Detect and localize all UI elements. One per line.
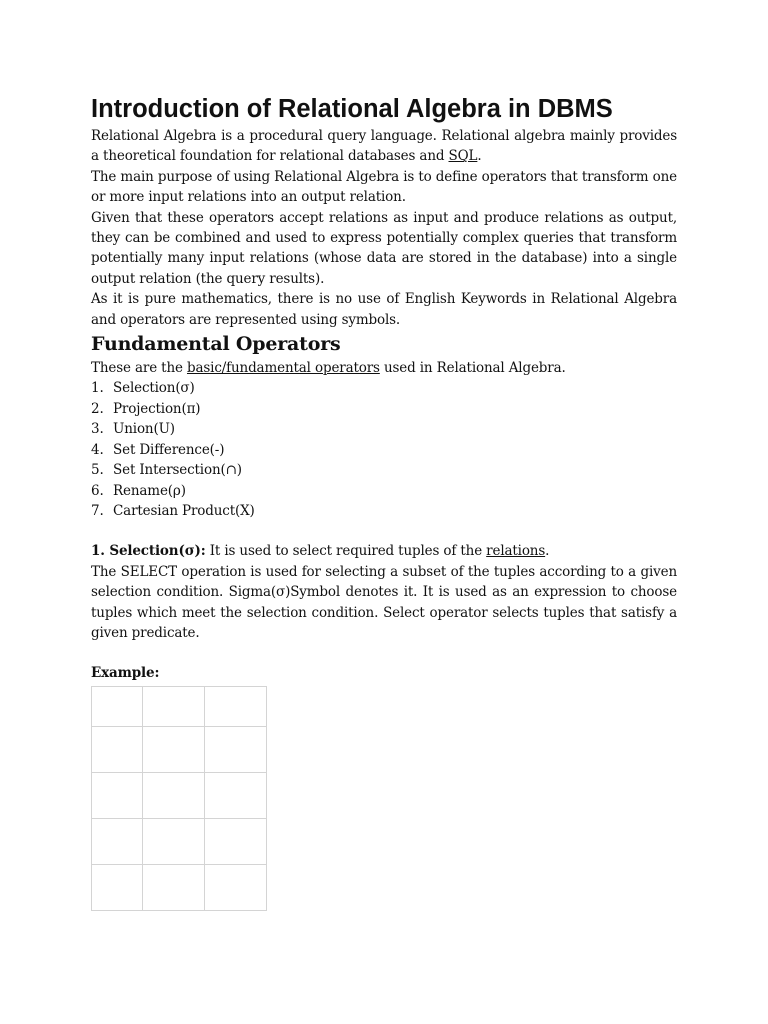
list-label: Union(U) (113, 421, 175, 438)
list-item (91, 481, 677, 501)
list-number: 6. (91, 482, 104, 499)
list-label: Rename(ρ) (113, 482, 186, 499)
table-row (92, 726, 267, 772)
example-table (91, 686, 267, 911)
table-row (92, 772, 267, 818)
table-cell (143, 818, 205, 864)
table-cell (205, 864, 267, 910)
table-row (92, 818, 267, 864)
list-item (91, 378, 677, 398)
selection-desc-end: . (545, 543, 550, 560)
intro-text-end: . (477, 148, 482, 165)
relations-link[interactable]: relations (486, 543, 546, 560)
list-item (91, 440, 677, 460)
example-label-text: Example: (91, 665, 160, 682)
fundamental-lead-text: These are the (91, 360, 187, 377)
intro-paragraph-4: As it is pure mathematics, there is no use of English Keywords in Relational Algebra and operators are represented using symbols. (91, 291, 677, 328)
selection-intro (91, 541, 677, 561)
example-label (91, 663, 677, 683)
table-cell (205, 686, 267, 726)
list-number: 4. (91, 441, 104, 458)
table-cell (143, 772, 205, 818)
table-cell (205, 772, 267, 818)
list-item (91, 419, 677, 439)
list-label: Set Intersection(∩) (113, 462, 242, 479)
table-cell (92, 818, 143, 864)
table-cell (143, 726, 205, 772)
list-item (91, 501, 677, 521)
list-number: 3. (91, 421, 104, 438)
selection-body: The SELECT operation is used for selecting a subset of the tuples according to a given selection condition. Sigma(σ)Symbol denotes it. It is used as an expression to choose tuples which meet the selection condition. Select operator selects tuples that satisfy a given predicate. (91, 563, 677, 641)
spacer (91, 643, 677, 663)
list-item (91, 460, 677, 480)
intro-paragraph-3: Given that these operators accept relations as input and produce relations as output, they can be combined and used to express potentially complex queries that transform potentially many input relations (whose data are stored in the database) into a single output relation (the query results). (91, 209, 677, 287)
selection-heading: 1. Selection(σ): (91, 543, 206, 560)
list-number: 2. (91, 400, 104, 417)
list-label: Cartesian Product(X) (113, 502, 255, 519)
list-label: Projection(π) (113, 400, 201, 417)
table-cell (92, 726, 143, 772)
table-cell (205, 818, 267, 864)
list-number: 1. (91, 380, 104, 397)
selection-desc: It is used to select required tuples of the (205, 543, 487, 560)
intro-text: Relational Algebra is a procedural query language. Relational algebra mainly provides a theoretical foundation for relational databases and (91, 128, 677, 165)
spacer (91, 521, 677, 541)
list-number: 5. (91, 462, 104, 479)
list-label: Set Difference(-) (113, 441, 225, 458)
list-item (91, 399, 677, 419)
table-row (92, 864, 267, 910)
page-title: Introduction of Relational Algebra in DBMS (91, 95, 613, 123)
table-cell (143, 864, 205, 910)
table-cell (205, 726, 267, 772)
list-number: 7. (91, 502, 104, 519)
list-label: Selection(σ) (113, 380, 195, 397)
fundamental-operators-heading: Fundamental Operators (91, 333, 341, 356)
intro-paragraph-2: The main purpose of using Relational Algebra is to define operators that transform one or more input relations into an output relation. (91, 168, 677, 206)
operators-list (91, 378, 677, 521)
table-cell (92, 864, 143, 910)
table-row (92, 686, 267, 726)
fundamental-operators-link[interactable]: basic/fundamental operators (186, 360, 380, 377)
sql-link[interactable]: SQL (448, 148, 478, 165)
document-page (91, 92, 677, 911)
table-cell (143, 686, 205, 726)
fundamental-lead-end: used in Relational Algebra. (379, 360, 566, 377)
fundamental-lead (91, 358, 677, 378)
table-cell (92, 686, 143, 726)
table-cell (92, 772, 143, 818)
intro-paragraph-1 (91, 126, 677, 167)
